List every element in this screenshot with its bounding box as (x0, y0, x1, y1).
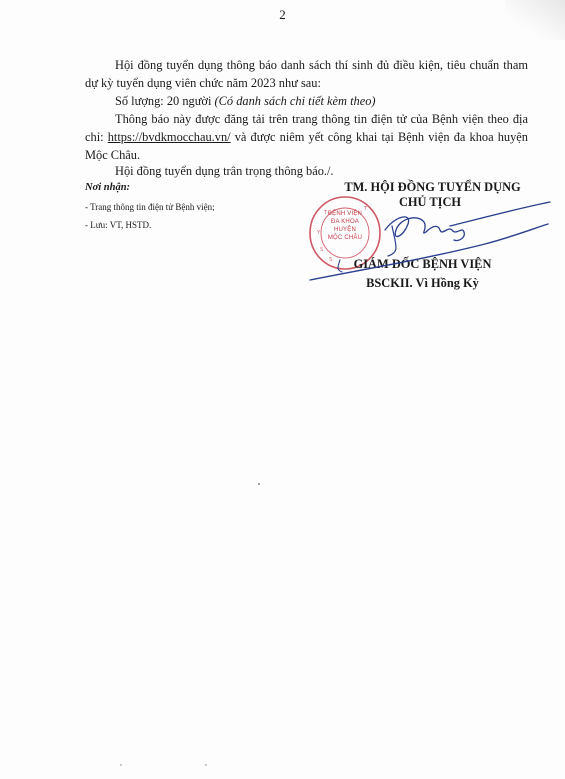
publication-text: Thông báo này được đăng tải trên trang thông tin điện tử của Bệnh viện theo địa chỉ: (85, 112, 528, 144)
signature-org-title: TM. HỘI ĐỒNG TUYỂN DỤNG (344, 180, 521, 194)
paragraph-quantity (85, 92, 528, 110)
seal-line: MỘC CHÂU (327, 235, 363, 241)
svg-text:T: T (364, 206, 368, 212)
hospital-website-link[interactable]: https://bvdkmocchau.vn/ (107, 130, 231, 144)
publication-text-end: và được niêm yết công khai tại Bệnh viện đa khoa huyện Mộc Châu. (85, 130, 529, 162)
page-speck (258, 483, 260, 485)
signature-role: CHỦ TỊCH (398, 195, 462, 209)
recipient-item: - Lưu: VT, HSTD. (85, 220, 152, 230)
handwritten-signature-icon (300, 196, 560, 286)
recipients-title: Nơi nhận: (85, 182, 131, 193)
quantity-note: (Có danh sách chi tiết kèm theo) (214, 94, 376, 108)
signature-director-title: GIÁM ĐỐC BỆNH VIỆN (353, 257, 492, 271)
paragraph-publication (85, 110, 528, 164)
page-speck (120, 764, 122, 766)
svg-text:S: S (329, 257, 333, 263)
seal-line: BỆNH VIỆN (327, 211, 363, 217)
seal-line: HUYỆN (333, 227, 356, 233)
page-number: 2 (279, 7, 286, 22)
paragraph-announcement: Hội đồng tuyển dụng thông báo danh sách thí sinh đủ điều kiện, tiêu chuẩn tham dự kỳ tuyển dụng viên chức năm 2023 như sau: (85, 58, 528, 90)
signer-name: BSCKII. Vì Hồng Kỳ (366, 276, 479, 290)
page-speck (205, 764, 207, 766)
quantity-text: Số lượng: 20 người (115, 94, 215, 108)
svg-text:Y: Y (317, 230, 321, 236)
recipients-section (85, 181, 285, 232)
recipient-list (85, 200, 285, 232)
paragraph-closing: Hội đồng tuyển dụng trân trọng thông báo./. (115, 164, 334, 178)
svg-text:S: S (320, 247, 324, 253)
seal-line: ĐA KHOA (330, 219, 360, 225)
recipient-item: - Trang thông tin điện tử Bệnh viện; (85, 202, 215, 212)
svg-text:T: T (324, 210, 328, 216)
